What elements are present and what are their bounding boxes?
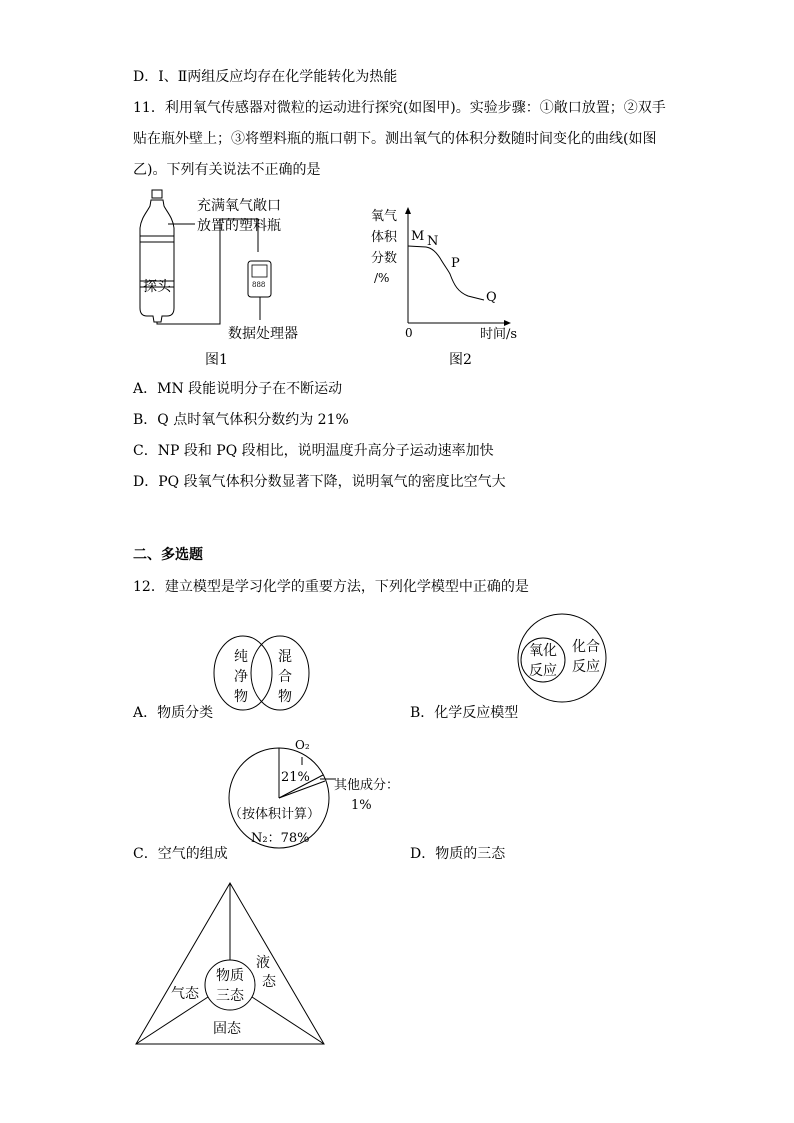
plastic-bottle (140, 190, 174, 322)
figure-1 (133, 186, 333, 376)
x-axis-label: 时间/s (480, 327, 518, 342)
figure-2-caption: 图2 (449, 352, 472, 368)
device-display: 888 (252, 281, 266, 289)
oxidation-line2: 反应 (529, 663, 557, 679)
sensor-wire (157, 219, 258, 324)
option-b-diagram (516, 612, 608, 704)
gas-label: 气态 (171, 986, 199, 1002)
option-c-pie (228, 735, 408, 850)
prev-option-d: D．Ⅰ、Ⅱ两组反应均存在化学能转化为热能 (133, 69, 398, 85)
point-m: M (411, 229, 425, 244)
option-d-triangle (133, 880, 327, 1048)
q12-option-c: C．空气的组成 (133, 846, 228, 862)
q12-option-a: A．物质分类 (133, 705, 214, 721)
point-q: Q (486, 290, 497, 305)
y-axis-label-4: /% (374, 271, 390, 285)
figure-2-chart (368, 200, 528, 372)
q11-stem-line2: 贴在瓶外壁上；③将塑料瓶的瓶口朝下。测出氧气的体积分数随时间变化的曲线(如图 (133, 131, 657, 147)
center-line1: 物质 (216, 968, 244, 984)
figure-1-caption: 图1 (205, 352, 228, 368)
q12-option-d: D．物质的三态 (410, 846, 506, 862)
y-axis-label-1: 氧气 (371, 209, 398, 224)
other-label: 其他成分： (334, 778, 400, 793)
mixture-char-2: 合 (278, 669, 292, 685)
bottle-label-line2: 放置的塑料瓶 (197, 218, 281, 234)
option-a-diagram (210, 633, 314, 713)
other-percent: 1% (351, 798, 372, 813)
mixture-char-3: 物 (278, 689, 292, 705)
pure-char-2: 净 (234, 669, 248, 685)
q11-option-c: C．NP 段和 PQ 段相比，说明温度升高分子运动速率加快 (133, 443, 494, 459)
o2-label: O₂ (295, 738, 310, 752)
solid-label: 固态 (213, 1021, 241, 1037)
combination-line1: 化合 (572, 639, 600, 655)
probe-label: 探头 (143, 279, 171, 295)
q12-option-b: B．化学反应模型 (410, 705, 519, 721)
bottle-label-line1: 充满氧气敞口 (197, 198, 281, 214)
n2-label: N₂：78% (251, 831, 310, 846)
by-volume-note: （按体积计算） (229, 807, 321, 822)
data-processor-device (248, 261, 271, 297)
axis-origin: 0 (405, 326, 413, 340)
q11-stem-line3: 乙)。下列有关说法不正确的是 (133, 162, 321, 178)
pure-char-3: 物 (234, 689, 248, 705)
y-axis-label-2: 体积 (371, 230, 398, 245)
q11-option-b: B．Q 点时氧气体积分数约为 21% (133, 412, 349, 428)
pure-char-1: 纯 (234, 649, 248, 665)
center-line2: 三态 (216, 988, 244, 1004)
y-axis-label-3: 分数 (371, 251, 398, 266)
o2-percent: 21% (281, 770, 310, 785)
q11-option-a: A．MN 段能说明分子在不断运动 (133, 381, 343, 397)
oxygen-curve (408, 246, 484, 300)
oxidation-line1: 氧化 (529, 643, 557, 659)
liquid-label-1: 液 (256, 955, 270, 971)
combination-line2: 反应 (572, 659, 600, 675)
mixture-char-1: 混 (278, 649, 292, 665)
liquid-label-2: 态 (262, 974, 276, 990)
q11-stem-line1: 11．利用氧气传感器对微粒的运动进行探究(如图甲)。实验步骤：①敞口放置；②双手 (133, 100, 666, 116)
q11-option-d: D．PQ 段氧气体积分数显著下降，说明氧气的密度比空气大 (133, 474, 506, 490)
point-n: N (427, 234, 439, 249)
processor-label: 数据处理器 (228, 326, 298, 342)
point-p: P (451, 256, 460, 271)
q12-stem: 12．建立模型是学习化学的重要方法，下列化学模型中正确的是 (133, 579, 529, 595)
section-heading: 二、多选题 (133, 547, 203, 563)
